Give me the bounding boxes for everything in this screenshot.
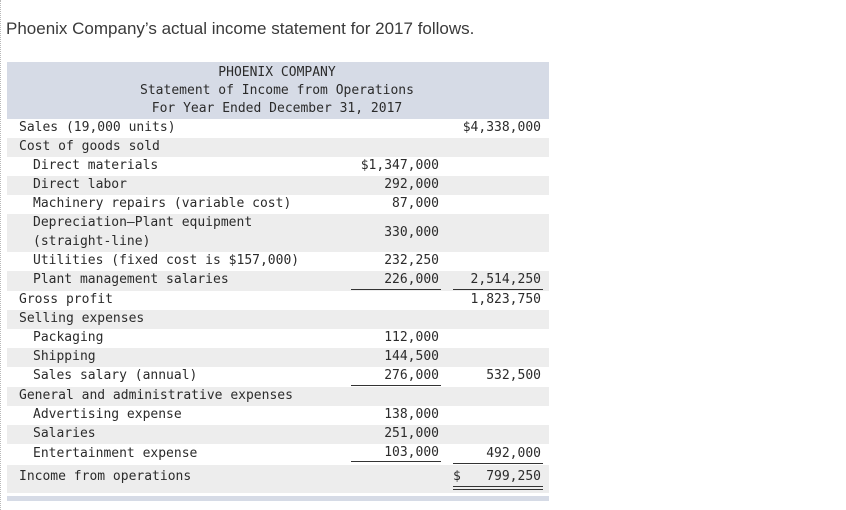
income-statement-table bbox=[7, 62, 549, 501]
row-total: 492,000 bbox=[486, 446, 541, 461]
row-label: Direct labor bbox=[33, 177, 127, 192]
row-label: General and administrative expenses bbox=[19, 388, 293, 403]
subtotal-underline bbox=[453, 463, 543, 464]
row-label: Salaries bbox=[33, 426, 96, 441]
table-row-direct-materials bbox=[7, 157, 549, 176]
row-label: Sales (19,000 units) bbox=[19, 120, 176, 135]
row-total: 532,500 bbox=[486, 368, 541, 383]
table-row-plant-salaries bbox=[7, 271, 549, 291]
table-bottom-bar bbox=[7, 496, 549, 501]
row-label-line1: Depreciation—Plant equipment bbox=[33, 215, 253, 230]
row-label: Sales salary (annual) bbox=[33, 368, 198, 383]
subtotal-underline bbox=[351, 385, 441, 386]
table-row-packaging bbox=[7, 329, 549, 348]
row-amount: $1,347,000 bbox=[360, 158, 439, 173]
table-row-gross-profit bbox=[7, 291, 549, 310]
table-row-sales bbox=[7, 119, 549, 138]
statement-title: Statement of Income from Operations bbox=[140, 83, 414, 98]
left-frame-border bbox=[0, 0, 4, 510]
row-amount: 276,000 bbox=[384, 368, 439, 383]
table-row-income bbox=[7, 465, 549, 493]
row-label-line2: (straight-line) bbox=[33, 234, 151, 249]
double-underline-top bbox=[453, 486, 543, 487]
intro-text: Phoenix Company’s actual income statement for 2017 follows. bbox=[6, 19, 475, 38]
table-row-advertising bbox=[7, 406, 549, 425]
row-amount: 87,000 bbox=[392, 196, 439, 211]
table-row-salaries bbox=[7, 425, 549, 444]
row-label: Income from operations bbox=[19, 469, 192, 484]
subtotal-underline bbox=[351, 461, 441, 462]
row-label: Entertainment expense bbox=[33, 446, 198, 461]
table-row-depreciation bbox=[7, 214, 549, 252]
dollar-sign: $ bbox=[453, 469, 461, 484]
row-amount: 112,000 bbox=[384, 330, 439, 345]
row-label: Gross profit bbox=[19, 292, 113, 307]
table-row-utilities bbox=[7, 252, 549, 271]
table-row-sales-salary bbox=[7, 367, 549, 387]
row-label: Plant management salaries bbox=[33, 272, 229, 287]
row-total: 799,250 bbox=[486, 469, 541, 484]
company-name: PHOENIX COMPANY bbox=[218, 65, 336, 80]
row-label: Selling expenses bbox=[19, 311, 145, 326]
statement-header bbox=[7, 62, 549, 119]
table-row-entertainment bbox=[7, 444, 549, 465]
row-label: Shipping bbox=[33, 349, 96, 364]
row-amount: 138,000 bbox=[384, 407, 439, 422]
row-amount: 226,000 bbox=[384, 272, 439, 287]
row-amount: 144,500 bbox=[384, 349, 439, 364]
row-label: Direct materials bbox=[33, 158, 159, 173]
row-total: 1,823,750 bbox=[470, 292, 541, 307]
subtotal-underline bbox=[351, 289, 441, 290]
row-amount: 103,000 bbox=[384, 445, 439, 460]
table-row-cogs-heading bbox=[7, 138, 549, 157]
row-label: Packaging bbox=[33, 330, 104, 345]
row-amount: 232,250 bbox=[384, 253, 439, 268]
statement-period: For Year Ended December 31, 2017 bbox=[151, 101, 403, 116]
row-total: 2,514,250 bbox=[470, 272, 541, 287]
row-amount: 330,000 bbox=[384, 225, 439, 240]
subtotal-underline bbox=[453, 289, 543, 290]
row-label: Cost of goods sold bbox=[19, 139, 160, 154]
table-row-selling-heading bbox=[7, 310, 549, 329]
row-label: Utilities (fixed cost is $157,000) bbox=[33, 253, 300, 268]
row-amount: 251,000 bbox=[384, 426, 439, 441]
table-row-gna-heading bbox=[7, 387, 549, 406]
table-row-machinery-repairs bbox=[7, 195, 549, 214]
row-total: $4,338,000 bbox=[462, 120, 541, 135]
row-label: Advertising expense bbox=[33, 407, 182, 422]
double-underline-bottom bbox=[453, 489, 543, 490]
table-row-shipping bbox=[7, 348, 549, 367]
row-amount: 292,000 bbox=[384, 177, 439, 192]
table-row-direct-labor bbox=[7, 176, 549, 195]
row-label: Machinery repairs (variable cost) bbox=[33, 196, 292, 211]
